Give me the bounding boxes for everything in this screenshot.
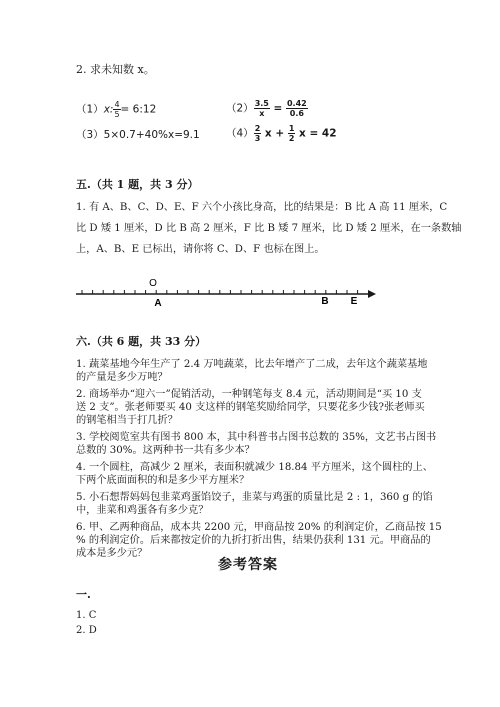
eq1-left: x: (103, 103, 114, 116)
section6-line-9: 下两个底面面积的和是多少平方厘米？ (76, 475, 250, 486)
section6-line-3: 2. 商场举办“迎六一”促销活动，一种钢笔每支 8.4 元，活动期间是“买 10 支 (76, 389, 422, 400)
section6-line-14: 成本是多少元？ (76, 548, 148, 559)
eq4-fraction-1 (254, 124, 262, 143)
eq4-label: （4） (226, 127, 254, 140)
eq4-frac1-den: 3 (254, 134, 261, 143)
eq1-label: （1） (76, 103, 104, 116)
eq4-mid: x + (264, 127, 285, 140)
number-line (70, 274, 380, 308)
equation-3: （3）5×0.7+40%x=9.1 (76, 129, 200, 141)
eq2-frac1-den: x (259, 109, 265, 118)
eq2-frac2-den: 0.6 (289, 109, 304, 118)
section6-line-5: 的钢笔相当于打几折？ (76, 415, 178, 426)
equation-4 (226, 124, 337, 143)
eq1-right: = 6:12 (120, 103, 157, 116)
eq2-frac2-num: 0.42 (286, 99, 307, 108)
eq1-frac-num: 4 (114, 100, 120, 109)
eq2-frac1-num: 3.5 (254, 99, 269, 108)
eq2-fraction-1 (254, 99, 270, 118)
arrow-right-icon (368, 290, 376, 298)
answer-item-1: 1. C (76, 610, 97, 621)
answers-title: 参考答案 (218, 557, 278, 573)
answer-item-2: 2. D (76, 625, 97, 636)
eq2-label: （2） (226, 102, 254, 115)
equation-1 (76, 100, 156, 119)
section6-line-4: 送 2 支”。张老师要买 40 支这样的钢笔奖励给同学，只要花多少钱?张老师买 (76, 402, 425, 413)
section6-line-2: 的产量是多少万吨？ (76, 372, 168, 383)
origin-label: O (149, 278, 157, 289)
section5-heading: 五.（共 1 题，共 3 分） (76, 178, 199, 191)
section6-line-6: 3. 学校阅览室共有图书 800 本，其中科普书占图书总数的 35%，文艺书占图书 (76, 432, 437, 443)
section6-heading: 六.（共 6 题，共 33 分） (76, 335, 207, 348)
q2-title: 2. 求未知数 x。 (76, 63, 155, 76)
eq4-fraction-2 (288, 124, 296, 143)
eq2-equals: = (273, 102, 283, 115)
point-a-label: A (154, 298, 162, 308)
section5-line-1: 1. 有 A、B、C、D、E、F 六个小孩比身高，比的结果是：B 比 A 高 11 厘米，C (76, 202, 448, 213)
section6-line-11: 中，韭菜和鸡蛋各有多少克？ (76, 505, 209, 516)
point-e-label: E (350, 296, 358, 307)
section5-line-3: 上，A、B、E 已标出，请你将 C、D、F 也标在图上。 (76, 244, 325, 255)
section6-line-7: 总数的 30%。这两种书一共有多少本？ (76, 445, 255, 456)
eq4-frac2-den: 2 (288, 134, 295, 143)
point-b-label: B (321, 296, 329, 307)
section5-line-2: 比 D 矮 1 厘米，D 比 B 高 2 厘米，F 比 B 矮 7 厘米，比 D 矮 2 厘米，在一条数轴 (76, 223, 462, 234)
eq4-frac2-num: 1 (288, 124, 295, 133)
eq2-fraction-2 (286, 99, 308, 118)
equation-2 (226, 99, 308, 118)
section6-line-10: 5. 小石想帮妈妈包韭菜鸡蛋馅饺子，韭菜与鸡蛋的质量比是 2 : 1，360 g 的馅 (76, 492, 433, 503)
section6-line-8: 4. 一个圆柱，高减少 2 厘米，表面积就减少 18.84 平方厘米，这个圆柱的上、 (76, 462, 433, 473)
section6-line-13: % 的利润定价。后来都按定价的九折打折出售，结果仍获利 131 元。甲商品的 (76, 535, 431, 546)
eq4-right: x = 42 (299, 127, 337, 140)
eq4-frac1-num: 2 (254, 124, 261, 133)
section6-line-12: 6. 甲、乙两种商品，成本共 2200 元，甲商品按 20% 的利润定价，乙商品按 15 (76, 522, 442, 533)
eq1-fraction (113, 100, 120, 119)
eq1-frac-den: 5 (114, 110, 120, 119)
answers-section-1: 一. (76, 588, 91, 601)
section6-line-1: 1. 蔬菜基地今年生产了 2.4 万吨蔬菜，比去年增产了二成，去年这个蔬菜基地 (76, 359, 428, 370)
